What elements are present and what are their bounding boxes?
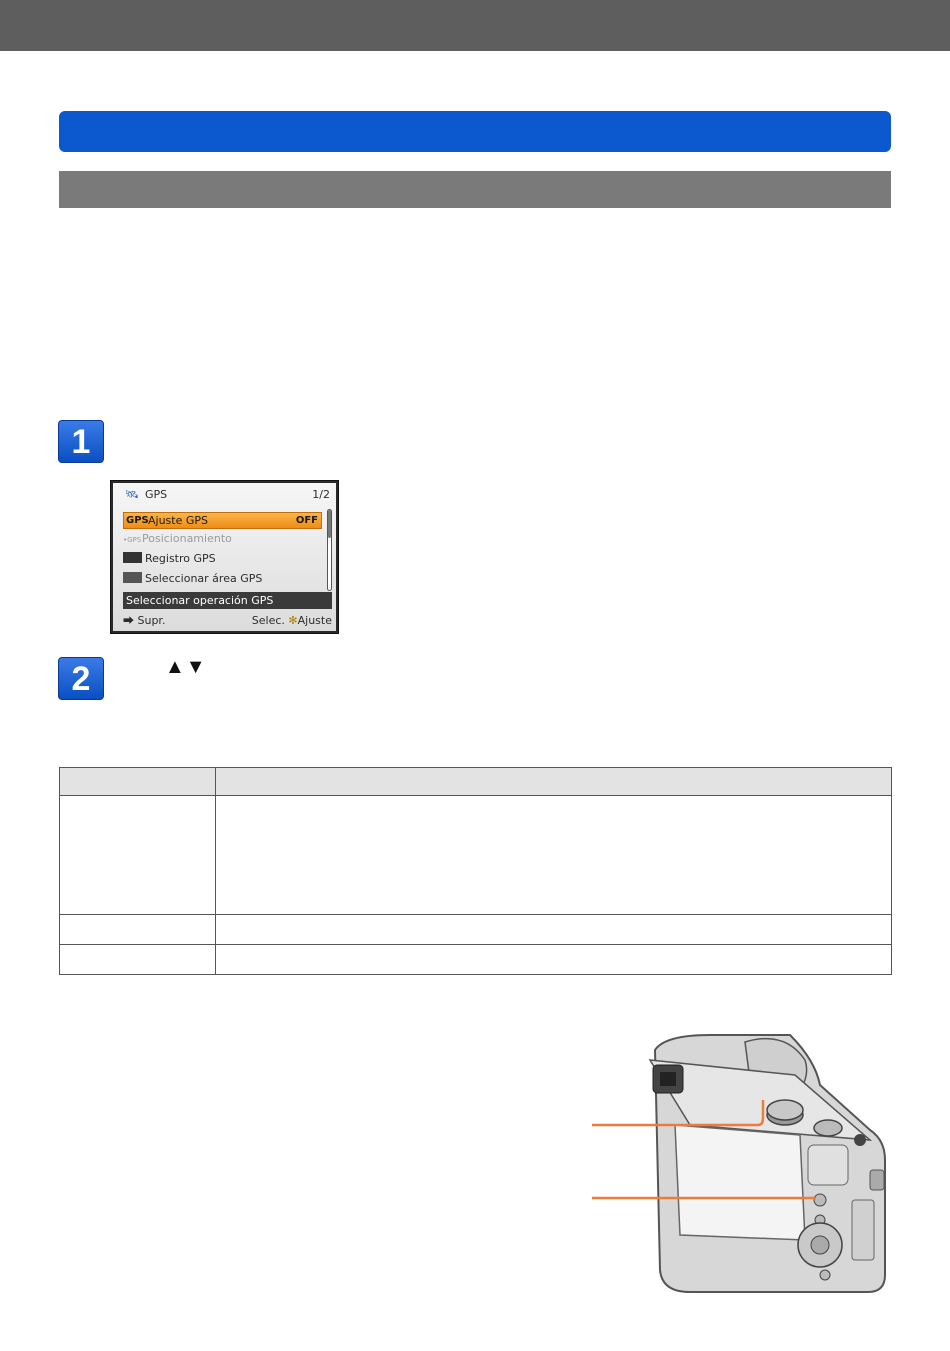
step-1-badge: 1 — [58, 420, 104, 463]
gps-log-icon — [123, 552, 142, 563]
settings-table — [59, 767, 892, 975]
menu-item-value: OFF — [295, 515, 318, 526]
up-down-arrows: ▲▼ — [165, 656, 207, 678]
menu-item-label: Ajuste GPS — [148, 514, 209, 527]
menu-scrollbar[interactable] — [327, 509, 332, 591]
satellite-icon: 🛰 — [125, 488, 139, 501]
menu-item-gps-setting[interactable]: GPS Ajuste GPS OFF — [123, 512, 322, 529]
dial-icon: ✻ — [288, 614, 298, 627]
menu-item-gps-area[interactable]: Seleccionar área GPS — [123, 570, 262, 588]
menu-status-text: Seleccionar operación GPS — [123, 592, 332, 609]
menu-item-positioning[interactable]: •GPSPosicionamiento — [123, 530, 232, 548]
gps-small-icon: •GPS — [123, 536, 142, 544]
menu-title: 🛰 GPS — [125, 486, 167, 504]
subsection-banner — [59, 171, 891, 208]
camera-menu-screen — [110, 480, 339, 634]
gps-area-icon — [123, 572, 142, 583]
table-row — [60, 796, 892, 915]
table-row — [60, 915, 892, 945]
menu-item-gps-log[interactable]: Registro GPS — [123, 550, 216, 568]
table-header-row — [60, 768, 892, 796]
header-bar — [0, 0, 950, 51]
menu-page-indicator: 1/2 — [312, 488, 330, 501]
camera-illustration — [580, 1030, 890, 1300]
section-banner — [59, 111, 891, 152]
back-arrow-icon: ⮕ — [123, 614, 134, 627]
menu-footer: ⮕ Supr. Selec. ✻Ajuste — [123, 614, 332, 627]
table-row — [60, 945, 892, 975]
step-2-badge: 2 — [58, 657, 104, 700]
